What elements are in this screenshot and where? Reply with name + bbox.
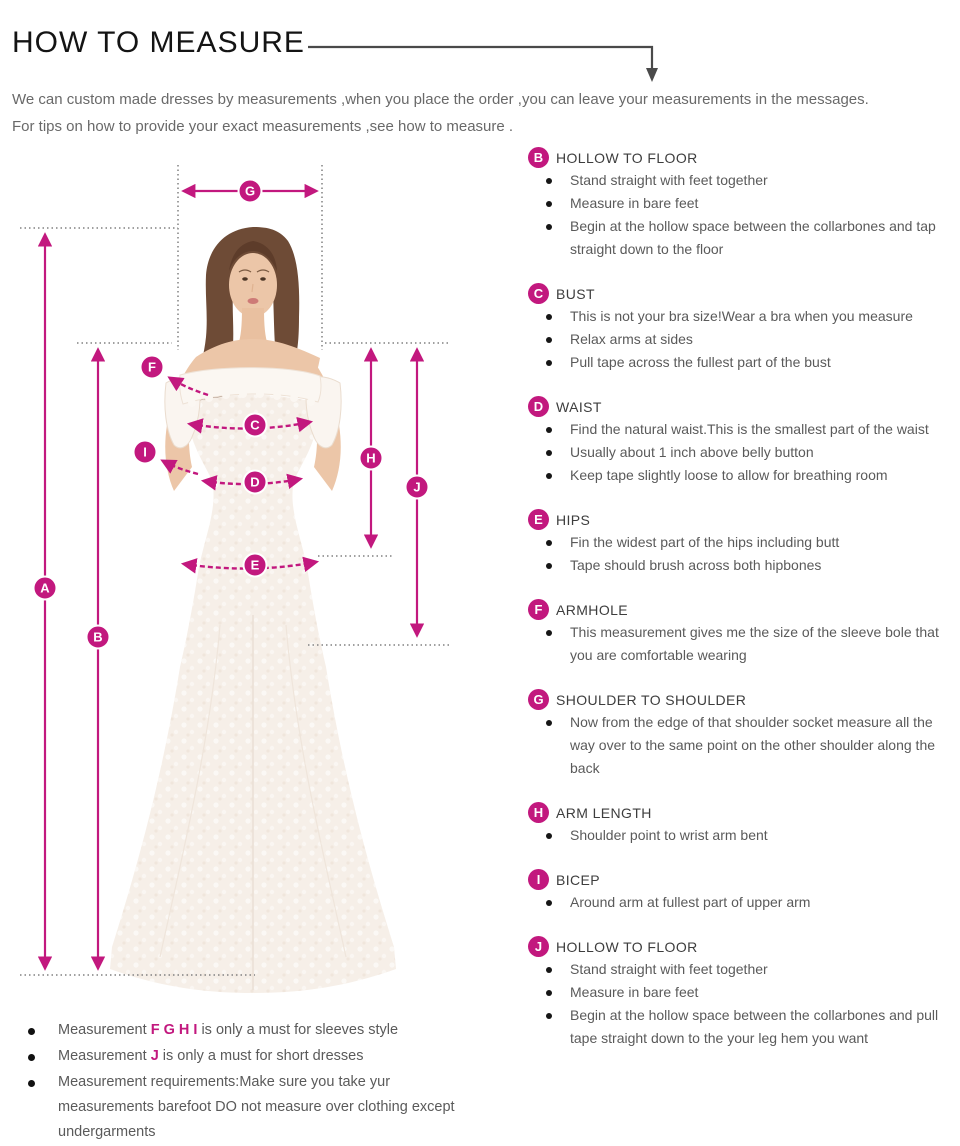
page-title: HOW TO MEASURE [12, 26, 305, 59]
section-title: SHOULDER TO SHOULDER [556, 691, 747, 708]
bullet-item: Measure in bare feet [528, 192, 958, 215]
section-title: ARM LENGTH [556, 804, 652, 821]
svg-text:C: C [250, 417, 260, 433]
bullet-item: Measure in bare feet [528, 981, 958, 1004]
section-bicep [528, 868, 958, 914]
intro-line-1: We can custom made dresses by measurements ,when you place the order ,you can leave your measurements in the messages. [12, 91, 869, 108]
badge-D [244, 471, 267, 494]
svg-text:H: H [366, 450, 376, 466]
footnotes [12, 1018, 482, 1146]
svg-text:D: D [250, 474, 260, 490]
badge-A [34, 577, 57, 600]
svg-text:I: I [143, 444, 147, 460]
section-title: ARMHOLE [556, 601, 629, 618]
badge-B [87, 626, 110, 649]
section-title: BICEP [556, 871, 601, 888]
letter-badge: H [528, 802, 549, 823]
bullet-item: Keep tape slightly loose to allow for breathing room [528, 464, 958, 487]
badge-H [360, 447, 383, 470]
letter-badge: C [528, 283, 549, 304]
intro-line-2: For tips on how to provide your exact measurements ,see how to measure . [12, 118, 514, 135]
section-title: WAIST [556, 398, 602, 415]
intro-text [12, 86, 948, 140]
measurement-diagram [20, 145, 480, 1007]
bullet-item: This is not your bra size!Wear a bra when you measure [528, 305, 958, 328]
letter-badge: G [528, 689, 549, 710]
badge-J [406, 476, 429, 499]
bullet-item: Around arm at fullest part of upper arm [528, 891, 958, 914]
footnote-short-dresses: Measurement J is only a must for short dresses [12, 1044, 482, 1069]
section-bust [528, 282, 958, 374]
section-waist [528, 395, 958, 487]
accent-letters: F G H I [150, 1022, 198, 1038]
footnote-requirements: Measurement requirements:Make sure you take yur measurements barefoot DO not measure over clothing except undergarments [12, 1070, 482, 1145]
svg-text:A: A [40, 580, 50, 596]
badge-C [244, 414, 267, 437]
bullet-item: Stand straight with feet together [528, 958, 958, 981]
letter-badge: E [528, 509, 549, 530]
section-arm-length [528, 801, 958, 847]
letter-badge: I [528, 869, 549, 890]
badge-E [244, 554, 267, 577]
bullet-item: Stand straight with feet together [528, 169, 958, 192]
bullet-item: Tape should brush across both hipbones [528, 554, 958, 577]
bullet-item: Relax arms at sides [528, 328, 958, 351]
section-title: HOLLOW TO FLOOR [556, 149, 698, 166]
section-title: HOLLOW TO FLOOR [556, 938, 698, 955]
section-armhole [528, 598, 958, 667]
bullet-item: Find the natural waist.This is the smallest part of the waist [528, 418, 958, 441]
badge-F [141, 356, 164, 379]
svg-text:F: F [148, 359, 156, 375]
section-hollow-to-floor-j [528, 935, 958, 1050]
measurement-instructions [528, 146, 958, 1071]
svg-text:E: E [250, 557, 260, 573]
section-shoulder-to-shoulder [528, 688, 958, 780]
svg-text:G: G [244, 183, 256, 199]
accent-letters: J [150, 1048, 159, 1064]
section-hips [528, 508, 958, 577]
section-hollow-to-floor-b [528, 146, 958, 261]
bullet-item: Shoulder point to wrist arm bent [528, 824, 958, 847]
badge-I [134, 441, 157, 464]
badge-G [239, 180, 262, 203]
letter-badge: D [528, 396, 549, 417]
down-arrow-icon [646, 68, 658, 82]
svg-text:J: J [413, 479, 421, 495]
model-figure [110, 227, 396, 993]
letter-badge: F [528, 599, 549, 620]
svg-text:B: B [93, 629, 103, 645]
bullet-item: Pull tape across the fullest part of the bust [528, 351, 958, 374]
bullet-item: Now from the edge of that shoulder socket measure all the way over to the same point on the other shoulder along the back [528, 711, 958, 780]
bullet-item: Usually about 1 inch above belly button [528, 441, 958, 464]
title-underline-arrow [300, 30, 670, 88]
section-title: BUST [556, 285, 595, 302]
letter-badge: B [528, 147, 549, 168]
footnote-sleeves: Measurement F G H I is only a must for sleeves style [12, 1018, 482, 1043]
bullet-item: Begin at the hollow space between the collarbones and tap straight down to the floor [528, 215, 958, 261]
letter-badge: J [528, 936, 549, 957]
section-title: HIPS [556, 511, 591, 528]
bullet-item: Begin at the hollow space between the collarbones and pull tape straight down to the your leg hem you want [528, 1004, 958, 1050]
bullet-item: This measurement gives me the size of the sleeve bole that you are comfortable wearing [528, 621, 958, 667]
bullet-item: Fin the widest part of the hips including butt [528, 531, 958, 554]
